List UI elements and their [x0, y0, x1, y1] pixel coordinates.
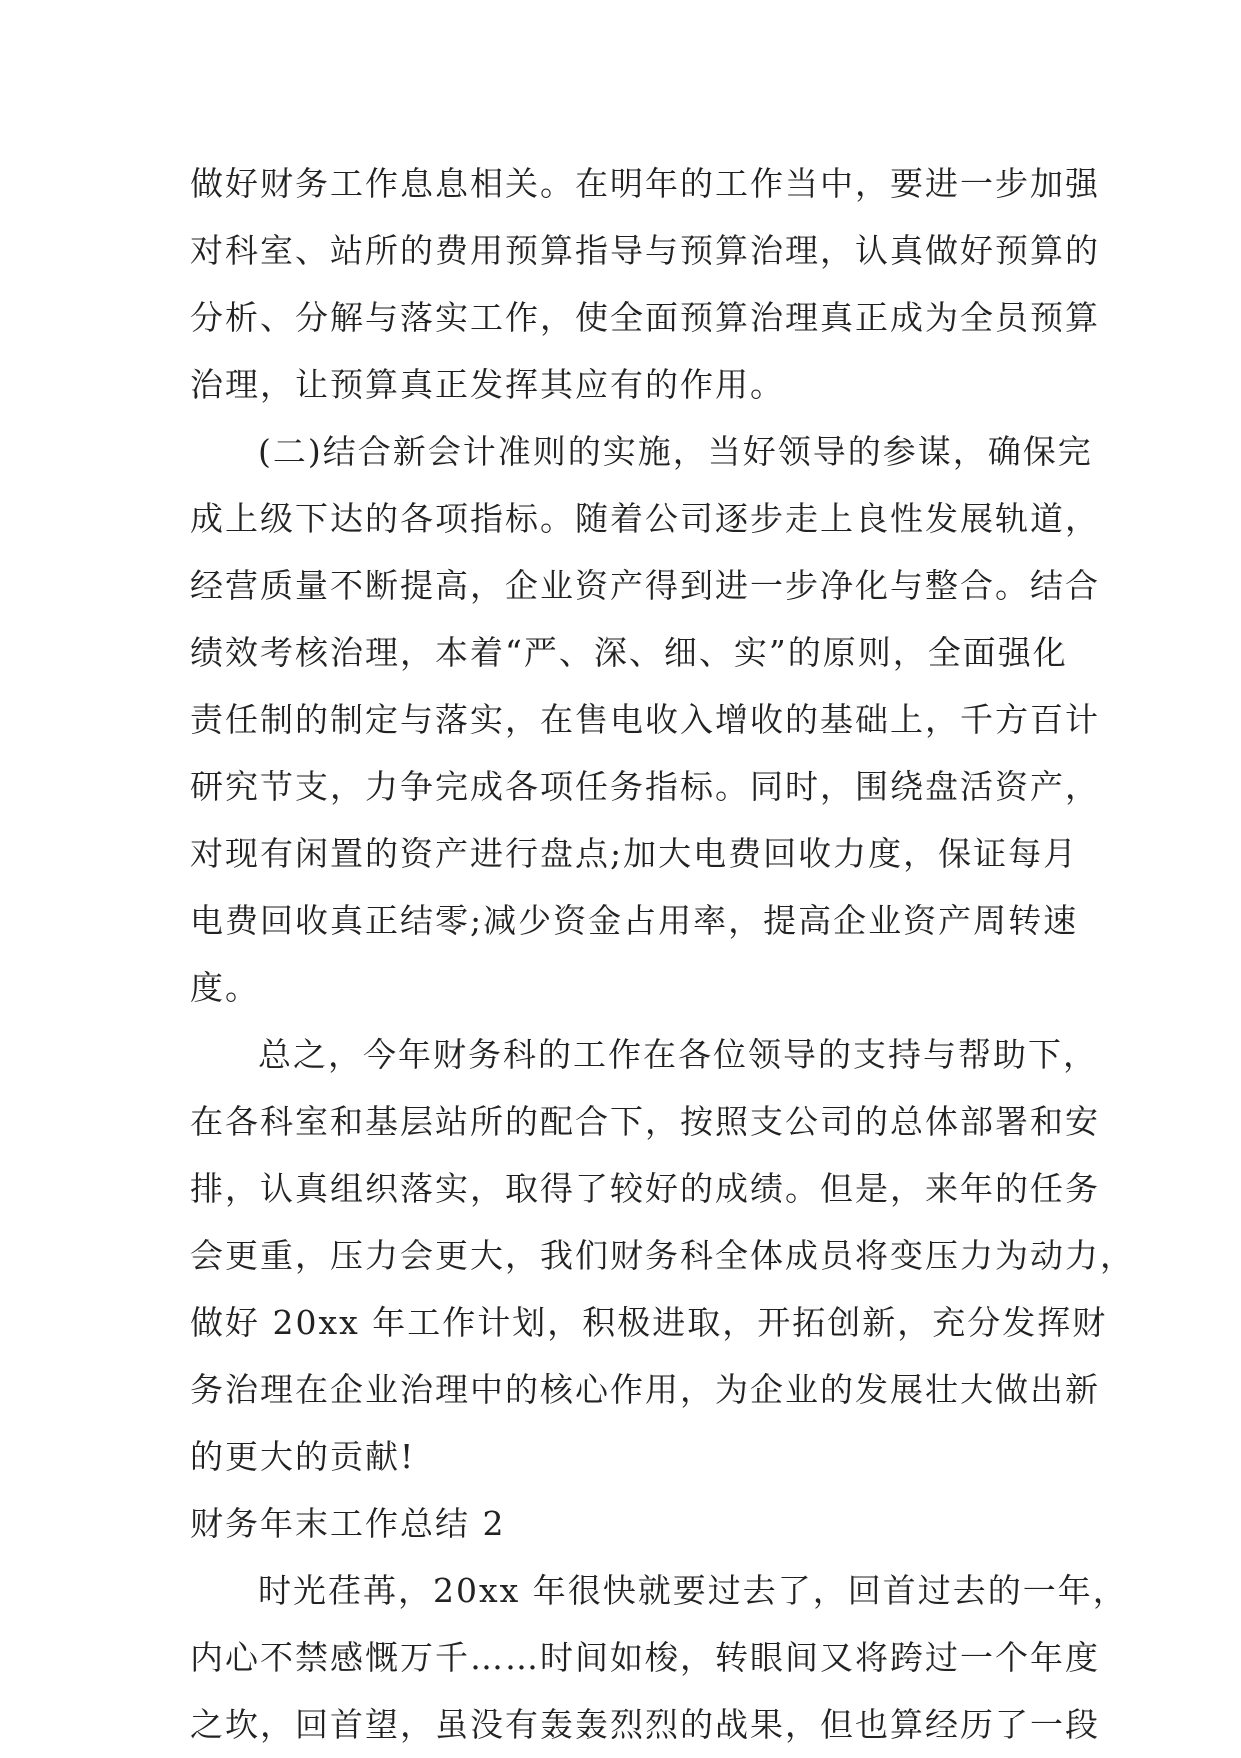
section-title: 财务年末工作总结 2 — [190, 1504, 506, 1543]
text-line: 成上级下达的各项指标。随着公司逐步走上良性发展轨道， — [190, 499, 1100, 538]
text-line: 排，认真组织落实，取得了较好的成绩。但是，来年的任务 — [190, 1169, 1100, 1208]
text-line: 务治理在企业治理中的核心作用，为企业的发展壮大做出新 — [190, 1370, 1100, 1409]
text-line: 责任制的制定与落实，在售电收入增收的基础上，千方百计 — [190, 700, 1100, 739]
text-line: 治理，让预算真正发挥其应有的作用。 — [190, 365, 785, 404]
paragraph-2 — [190, 418, 1100, 1021]
text-line: 之坎，回首望，虽没有轰轰烈烈的战果，但也算经历了一段 — [190, 1705, 1100, 1744]
text-line: 研究节支，力争完成各项任务指标。同时，围绕盘活资产， — [190, 767, 1100, 806]
text-line: 做好财务工作息息相关。在明年的工作当中，要进一步加强 — [190, 164, 1100, 203]
text-line: 在各科室和基层站所的配合下，按照支公司的总体部署和安 — [190, 1102, 1100, 1141]
text-line: (二)结合新会计准则的实施，当好领导的参谋，确保完 — [258, 432, 1093, 471]
paragraph-4 — [190, 1557, 1128, 1758]
text-line: 总之，今年财务科的工作在各位领导的支持与帮助下， — [258, 1035, 1098, 1074]
text-line: 分析、分解与落实工作，使全面预算治理真正成为全员预算 — [190, 298, 1100, 337]
text-line: 的更大的贡献! — [190, 1437, 416, 1476]
text-line: 绩效考核治理，本着“严、深、细、实”的原则，全面强化 — [190, 633, 1068, 672]
paragraph-3 — [190, 1021, 1135, 1490]
text-line: 对科室、站所的费用预算指导与预算治理，认真做好预算的 — [190, 231, 1100, 270]
text-line: 时光荏苒，20xx 年很快就要过去了，回首过去的一年， — [258, 1571, 1128, 1610]
text-line: 电费回收真正结零;减少资金占用率，提高企业资产周转速 — [190, 901, 1079, 940]
document-body — [190, 150, 1135, 1758]
text-line: 度。 — [190, 968, 260, 1007]
text-line: 对现有闲置的资产进行盘点;加大电费回收力度，保证每月 — [190, 834, 1079, 873]
paragraph-1 — [190, 150, 1100, 418]
text-line: 内心不禁感慨万千……时间如梭，转眼间又将跨过一个年度 — [190, 1638, 1100, 1677]
text-line: 做好 20xx 年工作计划，积极进取，开拓创新，充分发挥财 — [190, 1303, 1108, 1342]
text-line: 会更重，压力会更大，我们财务科全体成员将变压力为动力， — [190, 1236, 1135, 1275]
text-line: 经营质量不断提高，企业资产得到进一步净化与整合。结合 — [190, 566, 1100, 605]
